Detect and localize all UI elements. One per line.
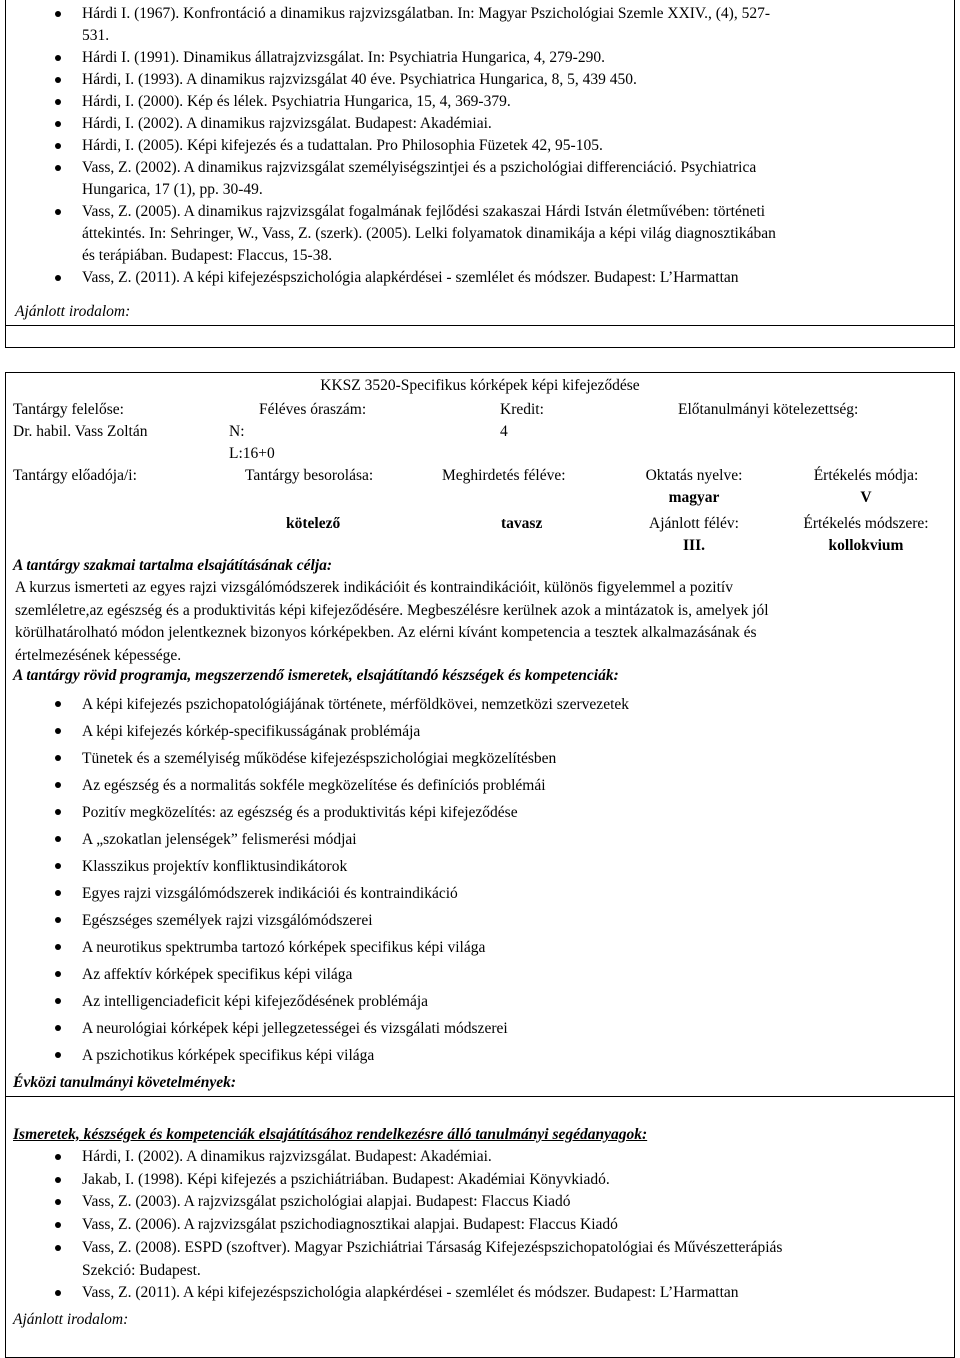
aim-line: szemléletre,az egészség és a produktivitás képi kifejeződésére. Megbeszélésre kerülnek azok a mintázatok is, amelyek jól <box>15 601 769 619</box>
list-item: Az egészség és a normalitás sokféle megközelítése és definíciós problémái <box>6 772 946 799</box>
list-item: Hárdi, I. (2000). Kép és lélek. Psychiatria Hungarica, 15, 4, 369-379. <box>6 91 946 113</box>
list-item: Pozitív megközelítés: az egészség és a produktivitás képi kifejeződése <box>6 799 946 826</box>
bullet-icon <box>55 11 61 17</box>
list-item: Hárdi I. (1991). Dinamikus állatrajzvizsgálat. In: Psychiatria Hungarica, 4, 279-290. <box>6 47 946 69</box>
resources-list <box>6 1146 946 1305</box>
list-item: Vass, Z. (2011). A képi kifejezéspszichológia alapkérdései - szemlélet és módszer. Budapest: L’Harmattan <box>6 267 946 289</box>
evaluation-method-value: kollokvium <box>828 537 904 554</box>
aim-line: körülhatárolható módon jelentkeznek bizonyos kórképekben. Az elérni kívánt kompetencia a tesztek alkalmazásának és <box>15 624 757 642</box>
bullet-icon <box>55 863 61 869</box>
hours-l: L:16+0 <box>229 445 275 462</box>
bullet-icon <box>55 809 61 815</box>
bullet-icon <box>55 1199 61 1205</box>
hours-n: N: <box>229 423 245 440</box>
recommended-reading-label: Ajánlott irodalom: <box>13 1311 129 1328</box>
bullet-icon <box>55 782 61 788</box>
list-item: Hárdi, I. (1993). A dinamikus rajzvizsgálat 40 éve. Psychiatrica Hungarica, 8, 5, 439 450. <box>6 69 946 91</box>
list-item: A pszichotikus kórképek specifikus képi világa <box>6 1042 946 1069</box>
bullet-icon <box>55 275 61 281</box>
list-item: Vass, Z. (2003). A rajzvizsgálat pszichológiai alapjai. Budapest: Flaccus Kiadó <box>6 1191 946 1214</box>
bullet-icon <box>55 1025 61 1031</box>
list-item: Az intelligenciadeficit képi kifejeződésének problémája <box>6 988 946 1015</box>
bullet-icon <box>55 1177 61 1183</box>
reference-list <box>6 3 946 289</box>
classification-label: Tantárgy besorolása: <box>245 467 374 484</box>
list-item: A képi kifejezés kórkép-specifikusságának problémája <box>6 718 946 745</box>
list-item: Vass, Z. (2008). ESPD (szoftver). Magyar Pszichiátriai Társaság Kifejezéspszichopatológiai és Művészetterápiás Szekció: Budapest. <box>6 1237 946 1282</box>
list-item: A neurotikus spektrumba tartozó kórképek specifikus képi világa <box>6 934 946 961</box>
bullet-icon <box>55 143 61 149</box>
recommended-semester-label: Ajánlott félév: <box>649 515 739 532</box>
language-value: magyar <box>668 489 720 506</box>
bullet-icon <box>55 1222 61 1228</box>
list-item: Vass, Z. (2005). A dinamikus rajzvizsgálat fogalmának fejlődési szakaszai Hárdi István életművében: történeti áttekintés. In: Sehringer, W., Vass, Z. (szerk). (2005). Lelki folyamatok dinamikája a képi világ diagnosztikában és terápiában. Budapest: Flaccus, 15-38. <box>6 201 946 267</box>
list-item: Hárdi I. (1967). Konfrontáció a dinamikus rajzvizsgálatban. In: Magyar Pszichológiai Szemle XXIV., (4), 527- 531. <box>6 3 946 47</box>
bullet-icon <box>55 165 61 171</box>
language-label: Oktatás nyelve: <box>645 467 743 484</box>
list-item: Jakab, I. (1998). Képi kifejezés a pszichiátriában. Budapest: Akadémiai Könyvkiadó. <box>6 1169 946 1192</box>
bullet-icon <box>55 1290 61 1296</box>
lecturer-label: Tantárgy előadója/i: <box>13 467 137 484</box>
semester-value: tavasz <box>501 515 543 532</box>
aim-heading: A tantárgy szakmai tartalma elsajátításának célja: <box>13 557 333 574</box>
course-title: KKSZ 3520-Specifikus kórképek képi kifejeződése <box>320 377 640 394</box>
bullet-icon <box>55 701 61 707</box>
bullet-icon <box>55 1154 61 1160</box>
list-item: A képi kifejezés pszichopatológiájának története, mérföldkövei, nemzetközi szervezetek <box>6 691 946 718</box>
list-item: Hárdi, I. (2002). A dinamikus rajzvizsgálat. Budapest: Akadémiai. <box>6 1146 946 1169</box>
evaluation-type-value: V <box>860 489 872 506</box>
divider <box>6 1096 954 1097</box>
list-item: Vass, Z. (2011). A képi kifejezéspszichológia alapkérdései - szemlélet és módszer. Budapest: L’Harmattan <box>6 1282 946 1305</box>
list-item: Hárdi, I. (2002). A dinamikus rajzvizsgálat. Budapest: Akadémiai. <box>6 113 946 135</box>
evaluation-method-label: Értékelés módszere: <box>803 515 929 532</box>
bullet-icon <box>55 728 61 734</box>
bullet-icon <box>55 890 61 896</box>
prerequisite-label: Előtanulmányi kötelezettség: <box>678 401 859 418</box>
list-item: A neurológiai kórképek képi jellegzetességei és vizsgálati módszerei <box>6 1015 946 1042</box>
bullet-icon <box>55 121 61 127</box>
bullet-icon <box>55 55 61 61</box>
list-item: Vass, Z. (2006). A rajzvizsgálat pszichodiagnosztikai alapjai. Budapest: Flaccus Kiadó <box>6 1214 946 1237</box>
previous-course-references <box>5 0 955 348</box>
list-item: Klasszikus projektív konfliktusindikátorok <box>6 853 946 880</box>
bullet-icon <box>55 209 61 215</box>
credit-label: Kredit: <box>500 401 544 418</box>
list-item: A „szokatlan jelenségek” felismerési módjai <box>6 826 946 853</box>
recommended-semester-value: III. <box>683 537 705 554</box>
bullet-icon <box>55 917 61 923</box>
classification-value: kötelező <box>286 515 341 532</box>
hours-label: Féléves óraszám: <box>259 401 367 418</box>
bullet-icon <box>55 1245 61 1251</box>
list-item: Az affektív kórképek specifikus képi világa <box>6 961 946 988</box>
requirements-heading: Évközi tanulmányi követelmények: <box>13 1074 237 1091</box>
list-item: Vass, Z. (2002). A dinamikus rajzvizsgálat személyiségszintjei és a pszichológiai differenciáció. Psychiatrica Hungarica, 17 (1), pp. 30-49. <box>6 157 946 201</box>
program-heading: A tantárgy rövid programja, megszerzendő ismeretek, elsajátítandó készségek és kompetenciák: <box>13 667 619 684</box>
bullet-icon <box>55 944 61 950</box>
program-list <box>6 691 946 1069</box>
recommended-reading-label: Ajánlott irodalom: <box>15 303 131 320</box>
list-item: Egyes rajzi vizsgálómódszerek indikációi és kontraindikáció <box>6 880 946 907</box>
semester-label: Meghirdetés féléve: <box>442 467 566 484</box>
course-sheet <box>5 372 955 1358</box>
bullet-icon <box>55 755 61 761</box>
list-item: Tünetek és a személyiség működése kifejezéspszichológiai megközelítésben <box>6 745 946 772</box>
bullet-icon <box>55 99 61 105</box>
list-item: Hárdi, I. (2005). Képi kifejezés és a tudattalan. Pro Philosophia Füzetek 42, 95-105. <box>6 135 946 157</box>
responsible-label: Tantárgy felelőse: <box>13 401 124 418</box>
list-item: Egészséges személyek rajzi vizsgálómódszerei <box>6 907 946 934</box>
bullet-icon <box>55 836 61 842</box>
aim-paragraph <box>15 577 948 667</box>
responsible-value: Dr. habil. Vass Zoltán <box>13 423 148 440</box>
bullet-icon <box>55 998 61 1004</box>
bullet-icon <box>55 77 61 83</box>
aim-line: értelmezésének képessége. <box>15 646 182 664</box>
aim-line: A kurzus ismerteti az egyes rajzi vizsgálómódszerek indikációit és kontraindikációit, különös figyelemmel a pozitív <box>15 579 733 596</box>
credit-value: 4 <box>500 423 508 440</box>
bullet-icon <box>55 1052 61 1058</box>
divider <box>6 325 954 326</box>
resources-heading: Ismeretek, készségek és kompetenciák elsajátításához rendelkezésre álló tanulmányi segédanyagok: <box>13 1126 648 1143</box>
evaluation-type-label: Értékelés módja: <box>813 467 919 484</box>
bullet-icon <box>55 971 61 977</box>
